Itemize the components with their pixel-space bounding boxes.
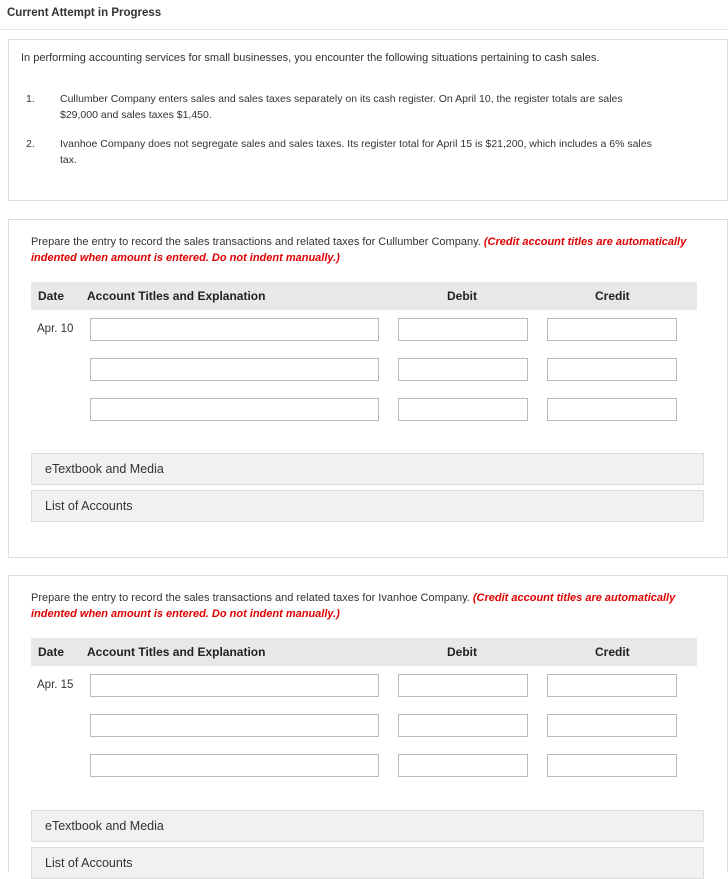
account-title-input[interactable] [90,358,379,381]
credit-input[interactable] [547,714,677,737]
etextbook-media-button[interactable] [31,810,704,842]
journal-table-header [31,638,697,666]
header-account: Account Titles and Explanation [87,289,266,303]
header-debit: Debit [447,289,477,303]
question-prompt [31,234,721,266]
credit-input[interactable] [547,358,677,381]
list-of-accounts-button[interactable] [31,847,704,879]
header-debit: Debit [447,645,477,659]
account-title-input[interactable] [90,714,379,737]
list-item-number: 1. [26,93,35,105]
attempt-title: Current Attempt in Progress [7,7,162,19]
intro-text: In performing accounting services for small businesses, you encounter the following situations pertaining to cash sales. [21,52,600,64]
account-title-input[interactable] [90,398,379,421]
credit-input[interactable] [547,398,677,421]
debit-input[interactable] [398,674,528,697]
debit-input[interactable] [398,714,528,737]
debit-input[interactable] [398,398,528,421]
prompt-text: Prepare the entry to record the sales transactions and related taxes for Ivanhoe Company. [31,592,470,604]
prompt-note: (Credit account titles are automatically indented when amount is entered. Do not indent manually.) [31,592,676,620]
prompt-text: Prepare the entry to record the sales transactions and related taxes for Cullumber Company. [31,236,481,248]
header-account: Account Titles and Explanation [87,645,266,659]
list-of-accounts-button[interactable] [31,490,704,522]
problem-statement [8,39,728,201]
question-prompt [31,590,721,622]
debit-input[interactable] [398,318,528,341]
list-item-number: 2. [26,138,35,150]
journal-table-header [31,282,697,310]
header-date: Date [38,645,65,659]
header-credit: Credit [595,645,630,659]
debit-input[interactable] [398,754,528,777]
credit-input[interactable] [547,674,677,697]
credit-input[interactable] [547,318,677,341]
list-of-accounts-label: List of Accounts [45,856,133,870]
prompt-note: (Credit account titles are automatically indented when amount is entered. Do not indent manually.) [31,236,687,264]
etextbook-media-label: eTextbook and Media [45,462,164,476]
header-credit: Credit [595,289,630,303]
header-date: Date [38,289,65,303]
entry-date: Apr. 10 [37,323,74,335]
credit-input[interactable] [547,754,677,777]
attempt-header [0,0,728,30]
account-title-input[interactable] [90,754,379,777]
etextbook-media-label: eTextbook and Media [45,819,164,833]
list-of-accounts-label: List of Accounts [45,499,133,513]
list-item-line: tax. [60,154,77,166]
account-title-input[interactable] [90,318,379,341]
entry-date: Apr. 15 [37,679,74,691]
debit-input[interactable] [398,358,528,381]
etextbook-media-button[interactable] [31,453,704,485]
list-item-line: $29,000 and sales taxes $1,450. [60,109,212,121]
list-item-line: Ivanhoe Company does not segregate sales and sales taxes. Its register total for April 15 is $21,200, which includes a 6% sales [60,138,652,150]
journal-entry-question-1 [8,219,728,558]
journal-entry-question-2 [8,575,728,872]
account-title-input[interactable] [90,674,379,697]
list-item-line: Cullumber Company enters sales and sales taxes separately on its cash register. On April 10, the register totals are sales [60,93,623,105]
